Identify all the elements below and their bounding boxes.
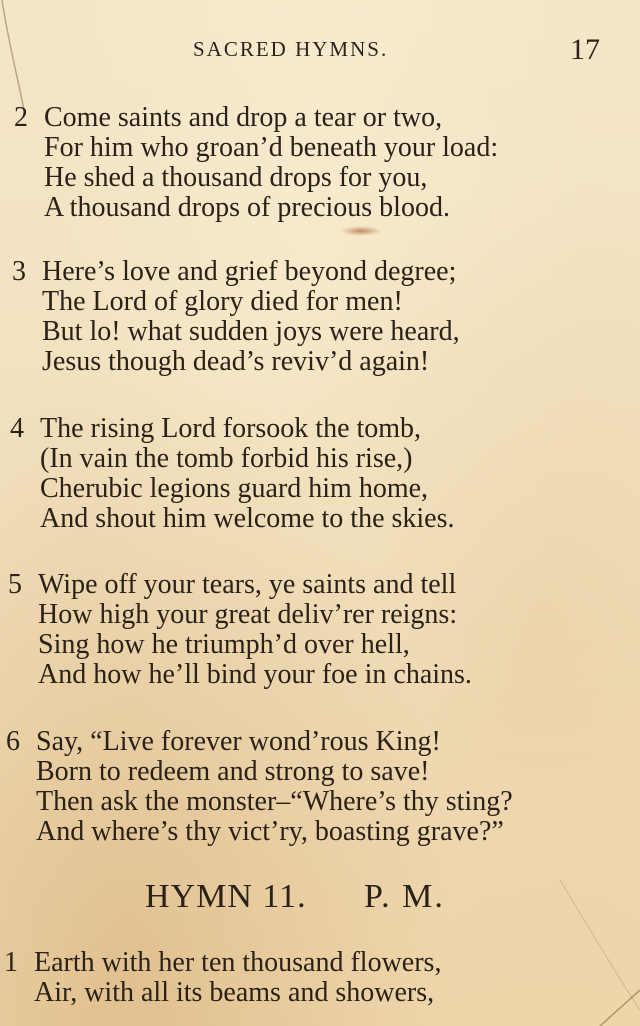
stanza-lines [40, 414, 455, 534]
hymn-meter: P. M. [364, 878, 445, 915]
verse-line: The Lord of glory died for men! [42, 286, 403, 317]
hymn-heading [0, 878, 640, 922]
verse-number: 1 [4, 947, 18, 978]
verse-line: Air, with all its beams and showers, [34, 977, 435, 1008]
verse-line: Born to redeem and strong to save! [36, 756, 430, 787]
verse-line: Cherubic legions guard him home, [40, 473, 429, 504]
verse-line: How high your great deliv’rer reigns: [38, 599, 458, 630]
running-title: SACRED HYMNS. [193, 37, 389, 61]
stanza-lines [44, 103, 498, 223]
verse-line: (In vain the tomb forbid his rise,) [40, 443, 413, 474]
verse-line: Say, “Live forever wond’rous King! [36, 726, 441, 757]
verse-line: For him who groan’d beneath your load: [44, 132, 499, 163]
verse-line: A thousand drops of precious blood. [44, 192, 450, 223]
verse-line: Then ask the monster–“Where’s thy sting? [36, 786, 513, 817]
verse-number: 4 [10, 413, 24, 444]
verse-number: 2 [14, 102, 28, 133]
stanza-lines [36, 727, 513, 847]
verse-line: Come saints and drop a tear or two, [44, 102, 443, 133]
verse-line: And how he’ll bind your foe in chains. [38, 659, 472, 690]
hymn-title: HYMN 11. [145, 878, 307, 915]
verse-line: He shed a thousand drops for you, [44, 162, 428, 193]
verse-line: Jesus though dead’s reviv’d again! [42, 346, 430, 377]
verse-line: Sing how he triumph’d over hell, [38, 629, 410, 660]
stanza-lines [42, 257, 460, 377]
verse-line: And where’s thy vict’ry, boasting grave?” [36, 816, 504, 847]
verse-line: And shout him welcome to the skies. [40, 503, 455, 534]
verse-line: Earth with her ten thousand flowers, [34, 947, 442, 978]
verse-number: 5 [8, 569, 22, 600]
running-head [0, 33, 640, 67]
verse-line: Wipe off your tears, ye saints and tell [38, 569, 457, 600]
verse-line: But lo! what sudden joys were heard, [42, 316, 460, 347]
ink-smudge [340, 226, 382, 236]
verse-line: The rising Lord forsook the tomb, [40, 413, 422, 444]
verse-number: 6 [6, 726, 20, 757]
page-number: 17 [570, 33, 600, 66]
verse-line: Here’s love and grief beyond degree; [42, 256, 457, 287]
stanza-lines [38, 570, 472, 690]
stanza-lines [34, 948, 441, 1008]
verse-number: 3 [12, 256, 26, 287]
